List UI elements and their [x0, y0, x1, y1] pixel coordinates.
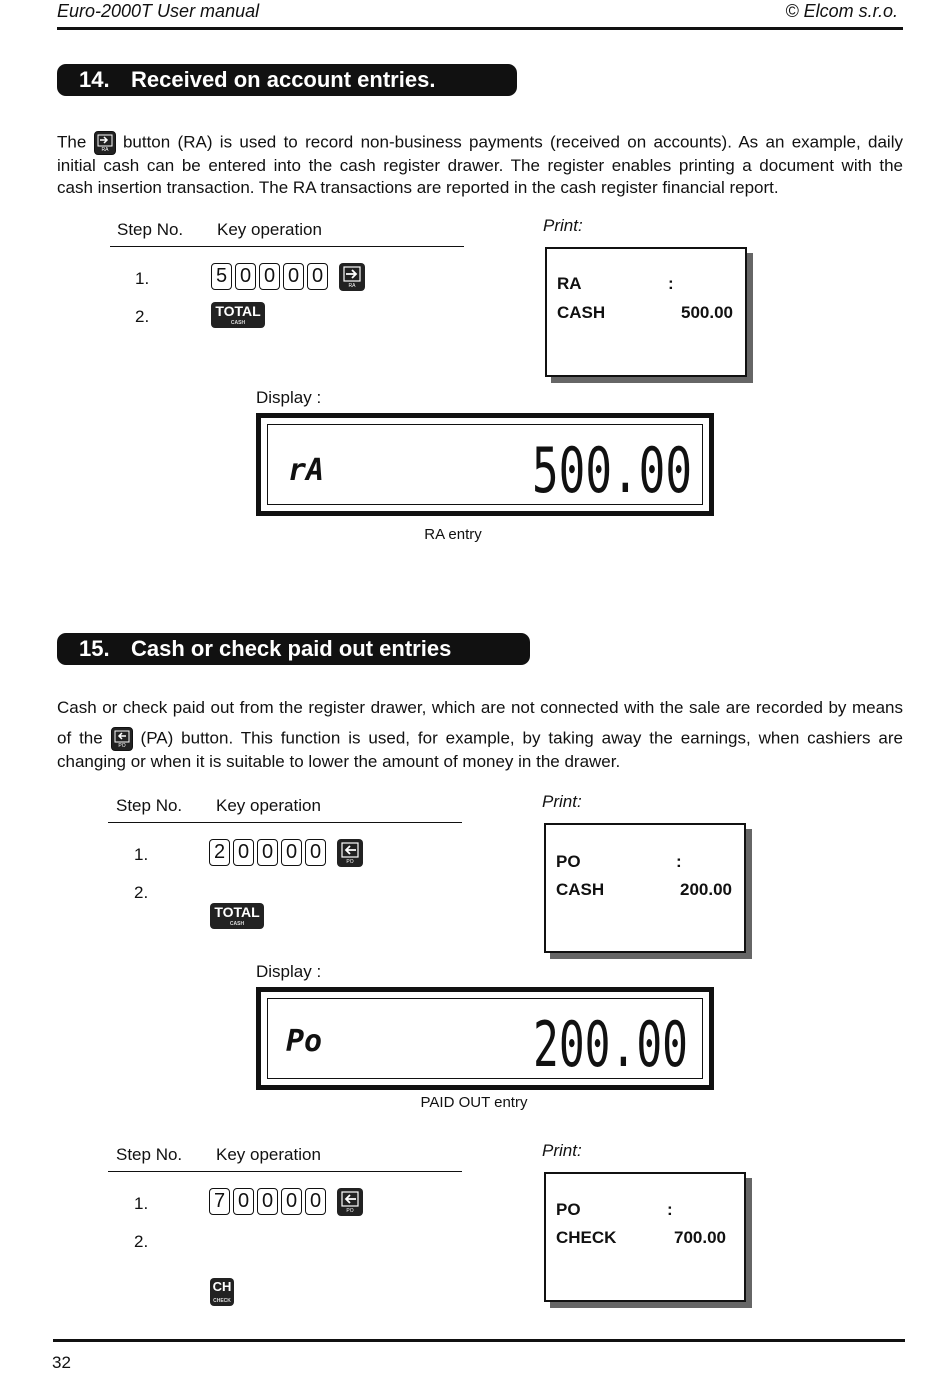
- digit-key: 7: [209, 1188, 230, 1215]
- step-number: 2.: [135, 307, 150, 326]
- manual-title: Euro-2000T User manual: [57, 1, 260, 21]
- receipt-amount: 500.00: [681, 303, 733, 322]
- svg-text:RA: RA: [348, 283, 356, 289]
- table-rule: [108, 1171, 462, 1172]
- lcd-amount-text: 200.00: [533, 1008, 688, 1081]
- digit-key: 0: [233, 839, 254, 866]
- display-caption: PAID OUT entry: [420, 1094, 528, 1111]
- step-no-header: Step No.: [117, 220, 184, 239]
- receipt-label: RA: [557, 274, 582, 293]
- section-15-intro: [57, 697, 903, 773]
- display-caption: RA entry: [424, 526, 482, 543]
- digit-key: 0: [307, 263, 328, 290]
- display-label: Display :: [256, 388, 322, 407]
- digit-key: 0: [257, 839, 278, 866]
- total-key-sublabel: CASH: [230, 320, 246, 326]
- key-operation-header: Key operation: [216, 1145, 321, 1164]
- lcd-display: [256, 987, 714, 1090]
- digit-key: 0: [283, 263, 304, 290]
- digit-key: 0: [235, 263, 256, 290]
- key-sequence: [211, 263, 365, 291]
- total-key-label: TOTAL: [214, 904, 260, 920]
- receipt-colon: :: [667, 1200, 673, 1219]
- display-label: Display :: [256, 962, 322, 981]
- intro-text: of the: [57, 728, 103, 748]
- intro-text: button (RA) is used to record non-business payments (received on accounts). As an example, daily: [122, 132, 903, 152]
- svg-text:PO: PO: [118, 743, 126, 749]
- total-key-sublabel: CASH: [229, 921, 245, 927]
- ra-key-icon: [94, 131, 116, 155]
- key-operation-header: Key operation: [216, 796, 321, 815]
- table-rule: [108, 822, 462, 823]
- print-label: Print:: [542, 792, 582, 811]
- step-no-header: Step No.: [116, 796, 183, 815]
- intro-text: changing or when it is suitable to lower the amount of money in the drawer.: [57, 752, 621, 771]
- intro-text: initial cash can be entered into the cash register drawer. The register enables printing a document with the: [57, 156, 903, 175]
- copyright: © Elcom s.r.o.: [785, 1, 898, 21]
- receipt-print: [545, 247, 747, 377]
- step-no-header: Step No.: [116, 1145, 183, 1164]
- digit-key: 0: [257, 1188, 278, 1215]
- digit-key: 5: [211, 263, 232, 290]
- po-key-icon: [337, 839, 363, 867]
- receipt-label: CASH: [557, 303, 606, 322]
- ra-key-icon: [339, 263, 365, 291]
- table-rule: [110, 246, 464, 247]
- section-14-heading: [57, 64, 517, 96]
- lcd-mode-text: rA: [288, 453, 325, 488]
- intro-text: The: [57, 132, 87, 152]
- intro-text: Cash or check paid out from the register drawer, which are not connected with the sale are recorded by means: [57, 698, 903, 717]
- section-14-number: 14.: [79, 67, 110, 92]
- receipt-colon: :: [668, 274, 674, 293]
- print-label: Print:: [542, 1141, 582, 1160]
- svg-text:PO: PO: [346, 1208, 354, 1214]
- lcd-display: [256, 413, 714, 516]
- page-number: 32: [52, 1353, 71, 1372]
- digit-key: 0: [233, 1188, 254, 1215]
- digit-key: 0: [281, 839, 302, 866]
- step-number: 2.: [134, 883, 149, 902]
- intro-text: cash insertion transaction. The RA transactions are reported in the cash register financial report.: [57, 178, 779, 197]
- check-key-icon: [210, 1278, 234, 1306]
- receipt-print: [544, 1172, 746, 1302]
- section-15-heading: [57, 633, 530, 665]
- receipt-label: CHECK: [556, 1228, 617, 1247]
- receipt-label: PO: [556, 1200, 581, 1219]
- total-key-icon: [211, 302, 265, 328]
- print-label: Print:: [543, 216, 583, 235]
- receipt-label: PO: [556, 852, 581, 871]
- lcd-mode-text: Po: [286, 1024, 323, 1059]
- section-14-title: Received on account entries.: [131, 67, 436, 92]
- digit-key: 2: [209, 839, 230, 866]
- section-15-number: 15.: [79, 636, 110, 661]
- step-number: 1.: [134, 1194, 149, 1213]
- step-number: 1.: [135, 269, 150, 288]
- intro-text: (PA) button. This function is used, for example, by taking away the earnings, when cashiers are: [140, 728, 903, 748]
- total-key-icon: [210, 903, 264, 929]
- check-key-sublabel: CHECK: [213, 1298, 231, 1304]
- total-key-label: TOTAL: [215, 303, 261, 319]
- po-key-icon: [337, 1188, 363, 1216]
- section-15-title: Cash or check paid out entries: [131, 636, 452, 661]
- key-operation-header: Key operation: [217, 220, 322, 239]
- digit-key: 0: [259, 263, 280, 290]
- digit-key: 0: [305, 839, 326, 866]
- receipt-amount: 200.00: [680, 880, 732, 899]
- lcd-readout: [268, 425, 702, 507]
- lcd-amount-text: 500.00: [532, 434, 692, 507]
- svg-text:RA: RA: [101, 147, 109, 153]
- header-rule: [57, 27, 903, 30]
- check-key-label: CH: [212, 1279, 232, 1294]
- step-number: 1.: [134, 845, 149, 864]
- section-14-intro: [57, 131, 903, 199]
- step-number: 2.: [134, 1232, 149, 1251]
- digit-key: 0: [305, 1188, 326, 1215]
- po-key-icon: [111, 727, 133, 751]
- receipt-amount: 700.00: [674, 1228, 726, 1247]
- receipt-print: [544, 823, 746, 953]
- key-sequence: [209, 1188, 363, 1216]
- svg-text:PO: PO: [346, 859, 354, 865]
- digit-key: 0: [281, 1188, 302, 1215]
- receipt-colon: :: [676, 852, 682, 871]
- footer-rule: [53, 1339, 905, 1342]
- receipt-label: CASH: [556, 880, 605, 899]
- lcd-readout: [268, 999, 702, 1081]
- key-sequence: [209, 839, 363, 867]
